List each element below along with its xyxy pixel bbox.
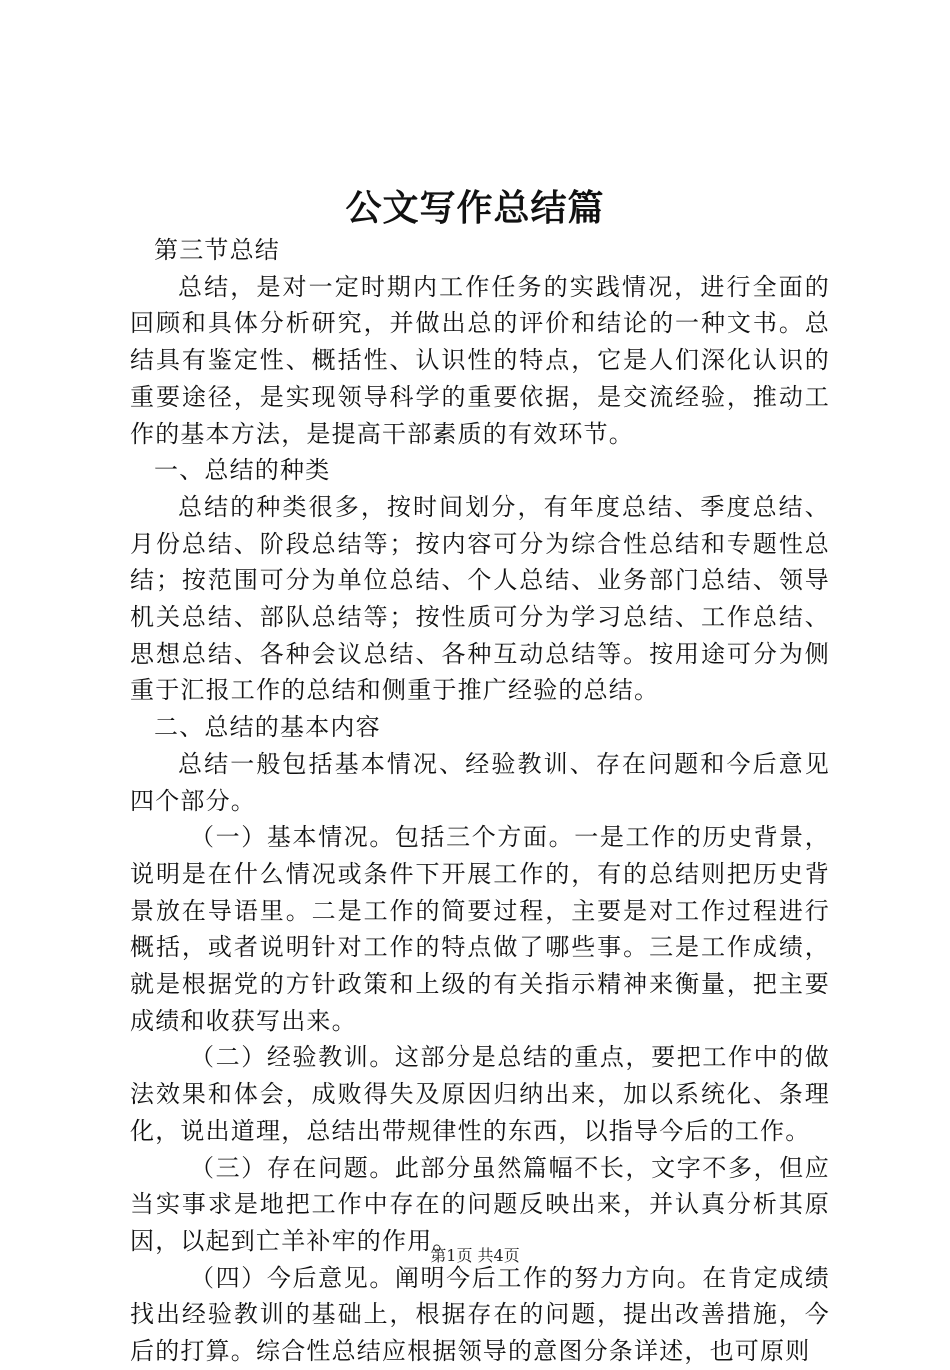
- item-future-opinions: （四）今后意见。阐明今后工作的努力方向。在肯定成绩找出经验教训的基础上，根据存在的问题，提出改善措施，今后的打算。综合性总结应根据领导的意图分条详述，也可原则: [130, 1263, 830, 1366]
- item-basic-situation: （一）基本情况。包括三个方面。一是工作的历史背景，说明是在什么情况或条件下开展工作的，有的总结则把历史背景放在导语里。二是工作的简要过程，主要是对工作过程进行概括，或者说明针对工作的特点做了哪些事。三是工作成绩，就是根据党的方针政策和上级的有关指示精神来衡量，把主要成绩和收获写出来。: [130, 823, 830, 1035]
- document-title: 公文写作总结篇: [345, 187, 605, 229]
- content-paragraph: 总结一般包括基本情况、经验教训、存在问题和今后意见四个部分。: [130, 749, 830, 815]
- section-heading: 第三节总结: [154, 236, 280, 264]
- page-footer: 第1页 共4页: [430, 1246, 520, 1265]
- document-body: [130, 232, 830, 1370]
- types-paragraph: 总结的种类很多，按时间划分，有年度总结、季度总结、月份总结、阶段总结等；按内容可分为综合性总结和专题性总结；按范围可分为单位总结、个人总结、业务部门总结、领导机关总结、部队总结等；按性质可分为学习总结、工作总结、思想总结、各种会议总结、各种互动总结等。按用途可分为侧重于汇报工作的总结和侧重于推广经验的总结。: [130, 492, 830, 705]
- item-problems: （三）存在问题。此部分虽然篇幅不长，文字不多，但应当实事求是地把工作中存在的问题反映出来，并认真分析其原因，以起到亡羊补牢的作用。: [130, 1153, 830, 1255]
- item-lessons: （二）经验教训。这部分是总结的重点，要把工作中的做法效果和体会，成败得失及原因归纳出来，加以系统化、条理化，说出道理，总结出带规律性的东西，以指导今后的工作。: [130, 1043, 830, 1145]
- intro-paragraph: 总结，是对一定时期内工作任务的实践情况，进行全面的回顾和具体分析研究，并做出总的评价和结论的一种文书。总结具有鉴定性、概括性、认识性的特点，它是人们深化认识的重要途径，是实现领导科学的重要依据，是交流经验，推动工作的基本方法，是提高干部素质的有效环节。: [130, 272, 830, 448]
- heading-content: 二、总结的基本内容: [154, 713, 381, 742]
- heading-types: 一、总结的种类: [154, 456, 331, 485]
